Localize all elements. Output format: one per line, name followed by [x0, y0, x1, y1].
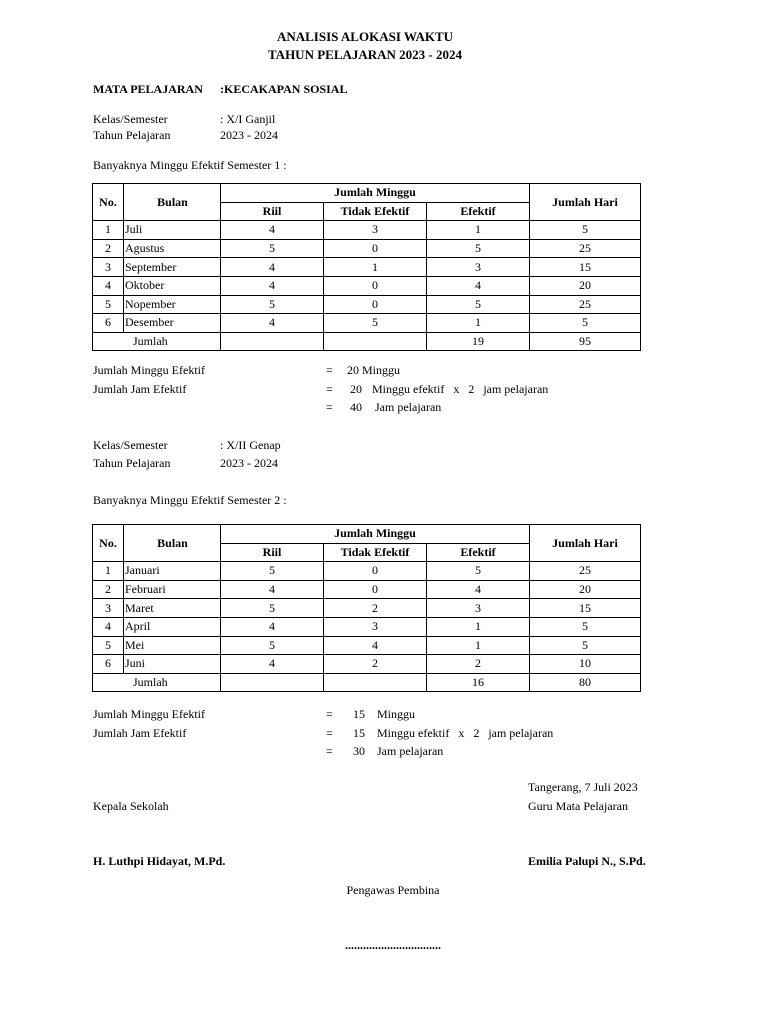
cell-riil: 4	[221, 258, 324, 277]
cell-total-riil	[221, 673, 324, 692]
table-row	[93, 599, 641, 618]
cell-no: 4	[93, 276, 124, 295]
sem1-jam-eq: =	[326, 382, 333, 396]
sem1-minggu-value: 20 Minggu	[347, 363, 401, 377]
cell-riil: 5	[221, 636, 324, 655]
total-label: Jumlah	[93, 673, 221, 692]
cell-jumlah-hari: 20	[530, 276, 641, 295]
subject-value: :KECAKAPAN SOSIAL	[220, 82, 348, 96]
cell-bulan: Februari	[124, 580, 221, 599]
col-tidak-efektif-header: Tidak Efektif	[324, 202, 427, 221]
total-label: Jumlah	[93, 332, 221, 351]
col-bulan-header: Bulan	[124, 525, 221, 562]
sem2-minggu-eq: =	[326, 707, 333, 721]
cell-total-efektif: 16	[427, 673, 530, 692]
col-riil-header: Riil	[221, 543, 324, 562]
sem2-kelas-value: : X/II Genap	[220, 438, 281, 452]
sem2-intro: Banyaknya Minggu Efektif Semester 2 :	[93, 493, 287, 507]
sem2-result-text: Jam pelajaran	[377, 744, 444, 758]
cell-no: 2	[93, 580, 124, 599]
cell-bulan: Maret	[124, 599, 221, 618]
sem2-jam-label: Jumlah Jam Efektif	[93, 726, 187, 740]
cell-jumlah-hari: 5	[530, 636, 641, 655]
cell-tidak-efektif: 0	[324, 562, 427, 581]
cell-jumlah-hari: 25	[530, 562, 641, 581]
cell-riil: 4	[221, 655, 324, 674]
table-row	[93, 258, 641, 277]
kepala-sekolah-role: Kepala Sekolah	[93, 799, 169, 813]
cell-tidak-efektif: 0	[324, 239, 427, 258]
cell-riil: 4	[221, 580, 324, 599]
cell-tidak-efektif: 5	[324, 314, 427, 333]
sem1-tahun-value: 2023 - 2024	[220, 128, 278, 142]
sem1-kelas-label: Kelas/Semester	[93, 112, 168, 126]
table-total-row	[93, 332, 641, 351]
cell-jumlah-hari: 25	[530, 295, 641, 314]
sem2-tahun-value: 2023 - 2024	[220, 456, 278, 470]
cell-bulan: Agustus	[124, 239, 221, 258]
cell-riil: 5	[221, 562, 324, 581]
cell-efektif: 5	[427, 562, 530, 581]
cell-jumlah-hari: 15	[530, 258, 641, 277]
table-row	[93, 239, 641, 258]
col-efektif-header: Efektif	[427, 543, 530, 562]
cell-riil: 4	[221, 617, 324, 636]
cell-efektif: 1	[427, 221, 530, 240]
table-row	[93, 276, 641, 295]
sem2-kelas-label: Kelas/Semester	[93, 438, 168, 452]
guru-name: Emilia Palupi N., S.Pd.	[528, 854, 646, 868]
cell-total-tidak-efektif	[324, 673, 427, 692]
table-row	[93, 617, 641, 636]
cell-efektif: 1	[427, 636, 530, 655]
sem1-result-eq: =	[326, 400, 333, 414]
cell-efektif: 4	[427, 276, 530, 295]
table-row	[93, 655, 641, 674]
cell-efektif: 4	[427, 580, 530, 599]
table-row	[93, 221, 641, 240]
cell-riil: 4	[221, 276, 324, 295]
sem2-minggu-value: 15	[353, 707, 365, 721]
cell-efektif: 3	[427, 258, 530, 277]
cell-efektif: 5	[427, 239, 530, 258]
subject-label: MATA PELAJARAN	[93, 82, 203, 96]
cell-no: 1	[93, 221, 124, 240]
col-jumlah-hari-header: Jumlah Hari	[530, 184, 641, 221]
cell-jumlah-hari: 5	[530, 314, 641, 333]
sem1-minggu-eq: =	[326, 363, 333, 377]
cell-efektif: 2	[427, 655, 530, 674]
cell-riil: 5	[221, 599, 324, 618]
sem1-kelas-value: : X/I Ganjil	[220, 112, 276, 126]
guru-role: Guru Mata Pelajaran	[528, 799, 628, 813]
sem1-intro: Banyaknya Minggu Efektif Semester 1 :	[93, 158, 287, 172]
table-row	[93, 580, 641, 599]
cell-tidak-efektif: 3	[324, 221, 427, 240]
cell-efektif: 3	[427, 599, 530, 618]
cell-efektif: 1	[427, 617, 530, 636]
cell-jumlah-hari: 5	[530, 617, 641, 636]
cell-no: 3	[93, 258, 124, 277]
sem2-result-value: 30	[353, 744, 365, 758]
cell-tidak-efektif: 0	[324, 295, 427, 314]
cell-efektif: 5	[427, 295, 530, 314]
cell-total-hari: 80	[530, 673, 641, 692]
sem2-minggu-text: Minggu	[377, 707, 416, 721]
cell-no: 1	[93, 562, 124, 581]
col-tidak-efektif-header: Tidak Efektif	[324, 543, 427, 562]
table-row	[93, 314, 641, 333]
cell-no: 5	[93, 295, 124, 314]
pengawas-signature-line: ................................	[345, 938, 441, 952]
document-title: ANALISIS ALOKASI WAKTU	[276, 29, 454, 44]
cell-tidak-efektif: 2	[324, 655, 427, 674]
col-bulan-header: Bulan	[124, 184, 221, 221]
sem2-jam-eq: =	[326, 726, 333, 740]
cell-jumlah-hari: 10	[530, 655, 641, 674]
cell-jumlah-hari: 25	[530, 239, 641, 258]
col-jumlah-hari-header: Jumlah Hari	[530, 525, 641, 562]
place-date: Tangerang, 7 Juli 2023	[528, 780, 638, 794]
cell-jumlah-hari: 5	[530, 221, 641, 240]
sem2-jam-text: Minggu efektif x 2 jam pelajaran	[377, 726, 554, 740]
sem1-jam-label: Jumlah Jam Efektif	[93, 382, 187, 396]
cell-tidak-efektif: 3	[324, 617, 427, 636]
table-row	[93, 295, 641, 314]
sem1-result-text: Jam pelajaran	[375, 400, 442, 414]
table-row	[93, 562, 641, 581]
cell-jumlah-hari: 20	[530, 580, 641, 599]
sem1-minggu-label: Jumlah Minggu Efektif	[93, 363, 205, 377]
cell-tidak-efektif: 1	[324, 258, 427, 277]
sem1-jam-text: Minggu efektif x 2 jam pelajaran	[372, 382, 549, 396]
cell-bulan: April	[124, 617, 221, 636]
cell-riil: 4	[221, 221, 324, 240]
cell-bulan: Januari	[124, 562, 221, 581]
cell-riil: 5	[221, 239, 324, 258]
sem2-tahun-label: Tahun Pelajaran	[93, 456, 171, 470]
cell-tidak-efektif: 0	[324, 276, 427, 295]
cell-no: 6	[93, 655, 124, 674]
cell-tidak-efektif: 0	[324, 580, 427, 599]
cell-total-efektif: 19	[427, 332, 530, 351]
cell-efektif: 1	[427, 314, 530, 333]
document-subtitle: TAHUN PELAJARAN 2023 - 2024	[267, 47, 463, 62]
cell-tidak-efektif: 4	[324, 636, 427, 655]
sem1-table	[92, 183, 641, 351]
cell-bulan: September	[124, 258, 221, 277]
cell-bulan: Juli	[124, 221, 221, 240]
cell-total-tidak-efektif	[324, 332, 427, 351]
sem1-result-value: 40	[350, 400, 362, 414]
cell-no: 6	[93, 314, 124, 333]
cell-bulan: Juni	[124, 655, 221, 674]
cell-bulan: Desember	[124, 314, 221, 333]
cell-bulan: Oktober	[124, 276, 221, 295]
col-riil-header: Riil	[221, 202, 324, 221]
col-jumlah-minggu-header: Jumlah Minggu	[221, 184, 530, 203]
col-efektif-header: Efektif	[427, 202, 530, 221]
col-jumlah-minggu-header: Jumlah Minggu	[221, 525, 530, 544]
cell-riil: 5	[221, 295, 324, 314]
cell-tidak-efektif: 2	[324, 599, 427, 618]
table-total-row	[93, 673, 641, 692]
cell-bulan: Nopember	[124, 295, 221, 314]
cell-no: 2	[93, 239, 124, 258]
sem2-table	[92, 524, 641, 692]
cell-no: 4	[93, 617, 124, 636]
sem1-jam-value: 20	[350, 382, 362, 396]
cell-no: 5	[93, 636, 124, 655]
sem2-minggu-label: Jumlah Minggu Efektif	[93, 707, 205, 721]
kepala-sekolah-name: H. Luthpi Hidayat, M.Pd.	[93, 854, 226, 868]
sem2-jam-value: 15	[353, 726, 365, 740]
cell-total-riil	[221, 332, 324, 351]
cell-riil: 4	[221, 314, 324, 333]
cell-no: 3	[93, 599, 124, 618]
cell-bulan: Mei	[124, 636, 221, 655]
sem1-tahun-label: Tahun Pelajaran	[93, 128, 171, 142]
cell-jumlah-hari: 15	[530, 599, 641, 618]
sem2-result-eq: =	[326, 744, 333, 758]
table-row	[93, 636, 641, 655]
col-no-header: No.	[93, 184, 124, 221]
pengawas-role: Pengawas Pembina	[346, 883, 440, 897]
cell-total-hari: 95	[530, 332, 641, 351]
col-no-header: No.	[93, 525, 124, 562]
